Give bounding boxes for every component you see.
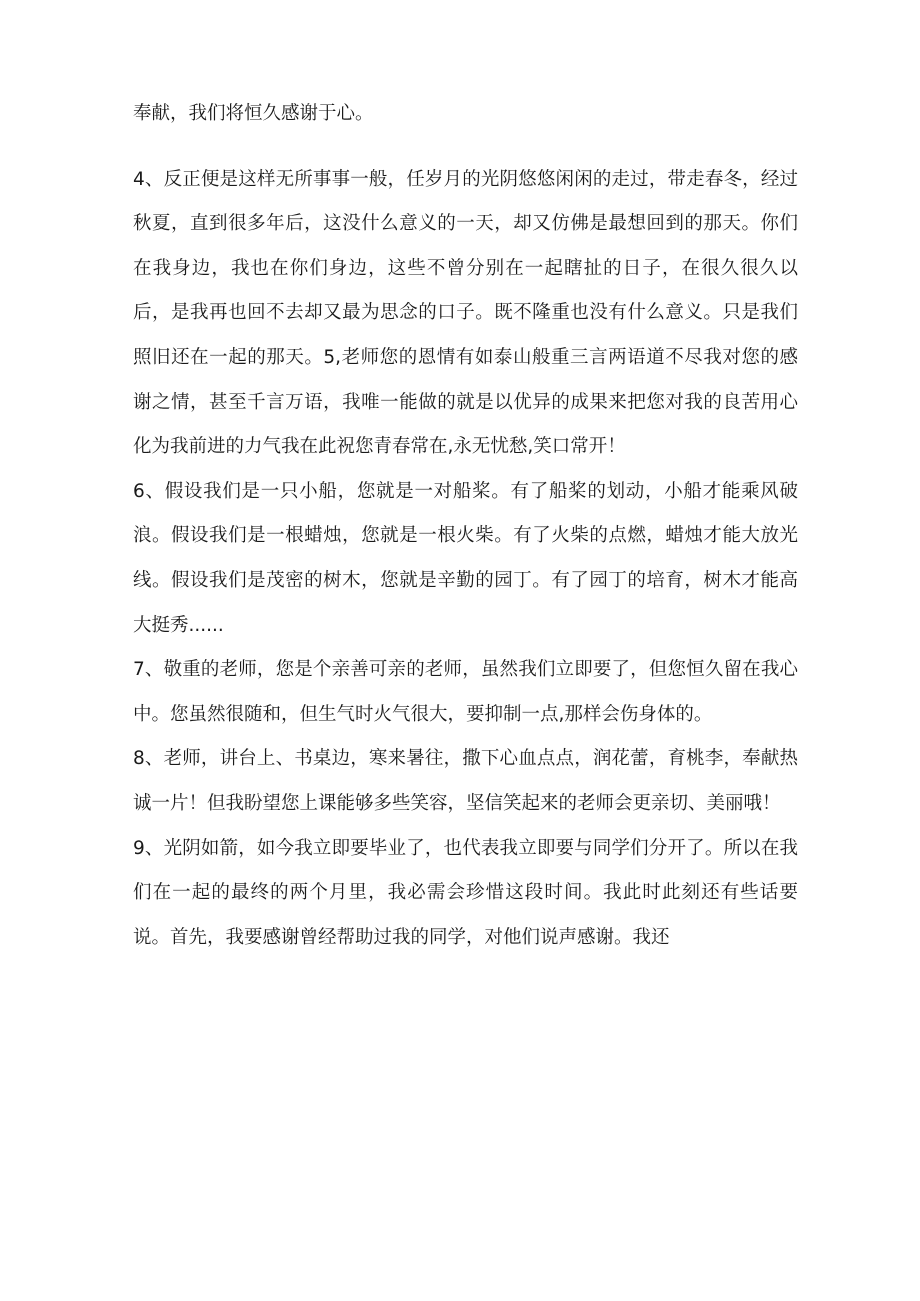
- paragraph-closing-line: 奉献，我们将恒久感谢于心。: [133, 103, 374, 124]
- document-page: [133, 92, 798, 960]
- paragraph-item-8: 8、老师，讲台上、书桌边，寒来暑往，撒下心血点点，润花蕾，育桃李，奉献热诚一片！但我盼望您上课能够多些笑容，坚信笑起来的老师会更亲切、美丽哦！: [133, 748, 798, 814]
- paragraph-item-4-5: 4、反正便是这样无所事事一般，任岁月的光阴悠悠闲闲的走过，带走春冬，经过秋夏，直到很多年后，这没什么意义的一天，却又仿佛是最想回到的那天。你们在我身边，我也在你们身边，这些不曾分别在一起瞎扯的日子，在很久很久以后，是我再也回不去却又最为思念的口子。既不隆重也没有什么意义。只是我们照旧还在一起的那天。5,老师您的恩情有如泰山般重三言两语道不尽我对您的感谢之情，甚至千言万语，我唯一能做的就是以优异的成果来把您对我的良苦用心化为我前进的力气我在此祝您青春常在,永无忧愁,笑口常开！: [133, 168, 798, 458]
- paragraph-item-6: 6、假设我们是一只小船，您就是一对船桨。有了船桨的划动，小船才能乘风破浪。假设我们是一根蜡烛，您就是一根火柴。有了火柴的点燃，蜡烛才能大放光线。假设我们是茂密的树木，您就是辛勤的园丁。有了园丁的培育，树木才能高大挺秀......: [133, 480, 798, 636]
- paragraph-item-9: 9、光阴如箭，如今我立即要毕业了，也代表我立即要与同学们分开了。所以在我们在一起的最终的两个月里，我必需会珍惜这段时间。我此时此刻还有些话要说。首先，我要感谢曾经帮助过我的同学，对他们说声感谢。我还: [133, 837, 798, 948]
- paragraph-item-7: 7、敬重的老师，您是个亲善可亲的老师，虽然我们立即要了，但您恒久留在我心中。您虽然很随和，但生气时火气很大，要抑制一点,那样会伤身体的。: [133, 659, 798, 725]
